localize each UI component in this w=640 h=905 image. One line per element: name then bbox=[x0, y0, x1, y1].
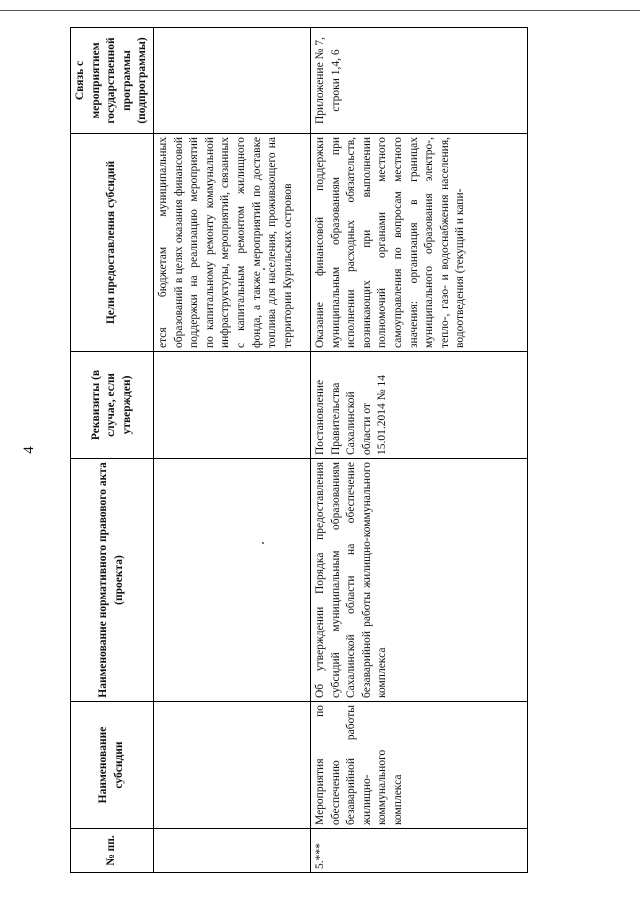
cell-subsidy-name: Мероприятия по обеспечению безаварийной работы жилищно-коммунального комплекса bbox=[310, 702, 527, 829]
scan-edge-line bbox=[0, 10, 640, 11]
cell-requisites bbox=[153, 352, 310, 459]
cell-number: 5.*** bbox=[310, 829, 527, 873]
cell-legal-act: Об утверждении Порядка предоставления субсидий муниципальным образованиям Сахалинской области на обеспечение безаварийной работы жилищно-коммунального комплекса bbox=[310, 459, 527, 702]
cell-goals: Оказание финансовой поддержки муниципальным образованиям при исполнении расходных обязательств, возникающих при выполнении полномочий органами местного самоуправления по вопросам местного значения: организация в границах муниципального образования электро-, тепло-, газо- и водоснабжения населения, водоотведения (текущий и капи- bbox=[310, 134, 527, 352]
cell-program-link: Приложение № 7, строки 1,4, 6 bbox=[310, 28, 527, 134]
rotated-sheet bbox=[10, 25, 500, 875]
header-requisites: Реквизиты (в случае, если утвержден) bbox=[71, 352, 154, 459]
header-subsidy-name: Наименование субсидии bbox=[71, 702, 154, 829]
table-row bbox=[310, 28, 527, 873]
cell-requisites: Постановление Правительства Сахалинской области от 15.01.2014 № 14 bbox=[310, 352, 527, 459]
cell-legal-act bbox=[153, 459, 310, 702]
table-row bbox=[153, 28, 310, 873]
cell-number bbox=[153, 829, 310, 873]
cell-program-link bbox=[153, 28, 310, 134]
header-goals: Цели предоставления субсидий bbox=[71, 134, 154, 352]
header-legal-act: Наименование нормативного правового акта (проекта) bbox=[71, 459, 154, 702]
page-number: 4 bbox=[21, 446, 37, 454]
table-header-row bbox=[71, 28, 154, 873]
cell-goals: ется бюджетам муниципальных образований в целях оказания финансовой поддержки на реализацию мероприятий по капитальному ремонту коммунальной инфраструктуры, мероприятий, связанных с капитальным ремонтом жилищного фонда, а также мероприятий по доставке топлива для населения, проживающего на территории Курильских островов bbox=[153, 134, 310, 352]
header-program-link: Связь с мероприятием государственной программы (подпрограммы) bbox=[71, 28, 154, 134]
header-number: № пп. bbox=[71, 829, 154, 873]
subsidies-table bbox=[70, 27, 528, 873]
cell-subsidy-name bbox=[153, 702, 310, 829]
